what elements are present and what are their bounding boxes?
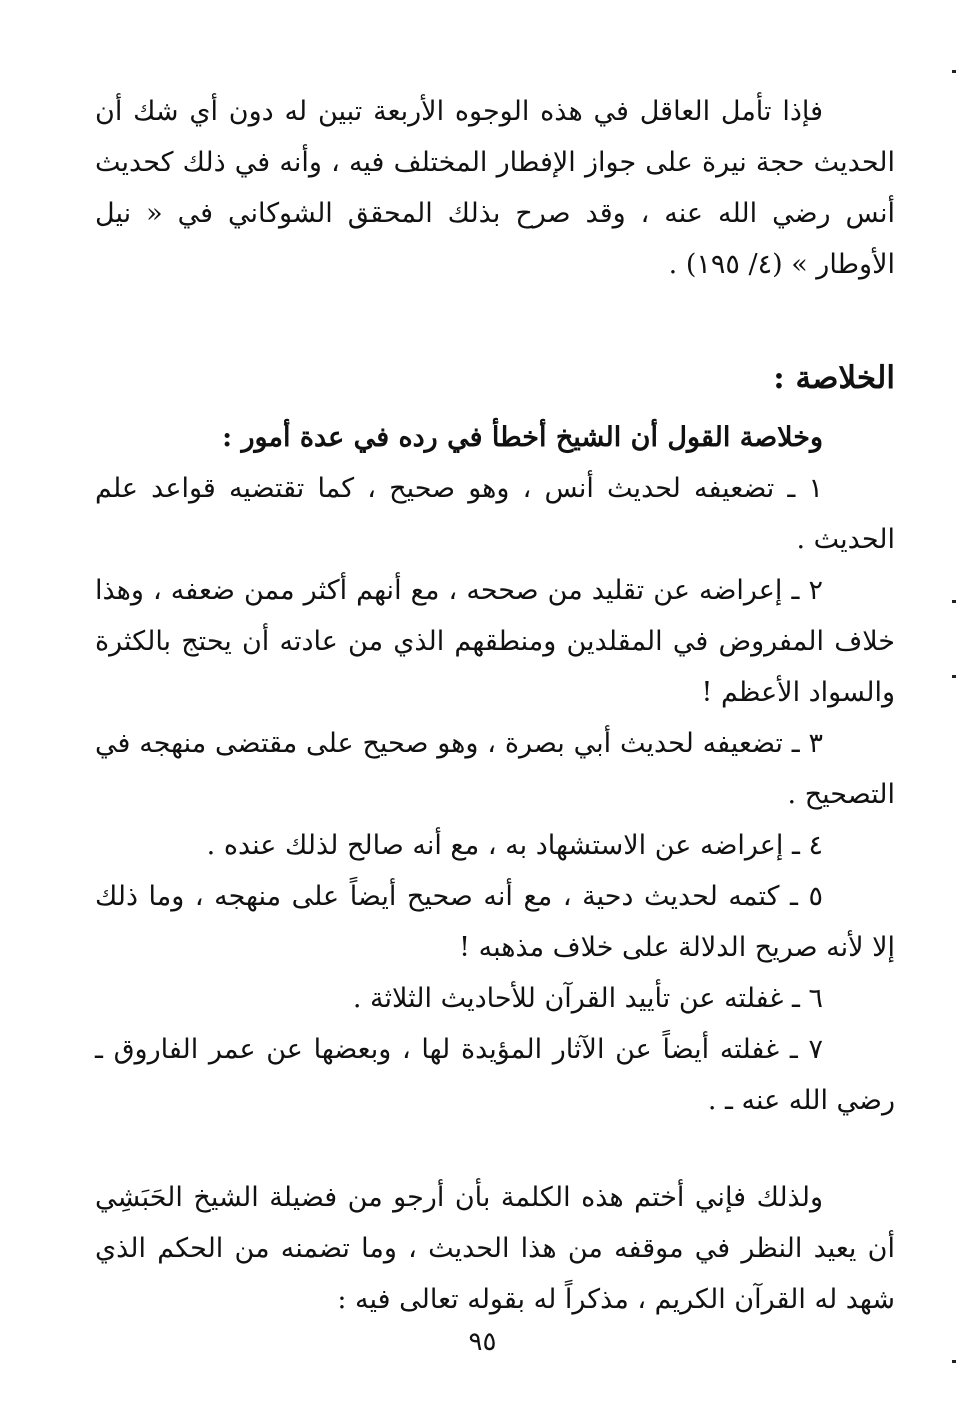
section-heading: الخلاصة : [773,360,895,396]
list-item: ٥ ـ كتمه لحديث دحية ، مع أنه صحيح أيضاً على منهجه ، وما ذلك إلا لأنه صريح الدلالة على خلاف مذهبه ! [95,881,895,963]
summary-lead: وخلاصة القول أن الشيخ أخطأ في رده في عدة أمور : [222,422,823,453]
list-item: ١ ـ تضعيفه لحديث أنس ، وهو صحيح ، كما تقتضيه قواعد علم الحديث . [95,473,895,555]
list-item: ٤ ـ إعراضه عن الاستشهاد به ، مع أنه صالح لذلك عنده . [206,830,823,861]
spacer [95,404,895,412]
spacer [95,290,895,353]
intro-paragraph: فإذا تأمل العاقل في هذه الوجوه الأربعة تبين له دون أي شك أن الحديث حجة نيرة على جواز الإفطار المختلف فيه ، وأنه في ذلك كحديث أنس رضي الله عنه ، وقد صرح بذلك المحقق الشوكاني في « نيل الأوطار » (٤/ ١٩٥) . [95,96,895,280]
list-item: ٢ ـ إعراضه عن تقليد من صححه ، مع أنهم أكثر ممن ضعفه ، وهذا خلاف المفروض في المقلدين ومنطقهم الذي من عادته أن يحتج بالكثرة والسواد الأعظم ! [95,575,895,708]
scan-mark [952,675,956,678]
spacer [95,1126,895,1172]
summary-list [95,463,895,1126]
page-number: ٩٥ [468,1327,497,1357]
list-item: ٧ ـ غفلته أيضاً عن الآثار المؤيدة لها ، وبعضها عن عمر الفاروق ـ رضي الله عنه ـ . [95,1034,895,1116]
scan-mark [952,70,956,73]
scan-mark [952,600,956,603]
closing-paragraph: ولذلك فإني أختم هذه الكلمة بأن أرجو من فضيلة الشيخ الحَبَشِي أن يعيد النظر في موقفه من هذا الحديث ، وما تضمنه من الحكم الذي شهد له القرآن الكريم ، مذكراً له بقوله تعالى فيه : [95,1182,895,1315]
list-item: ٦ ـ غفلته عن تأييد القرآن للأحاديث الثلاثة . [352,983,823,1014]
scan-mark [952,1360,956,1363]
list-item: ٣ ـ تضعيفه لحديث أبي بصرة ، وهو صحيح على مقتضى منهجه في التصحيح . [95,728,895,810]
page-body [95,86,895,1325]
